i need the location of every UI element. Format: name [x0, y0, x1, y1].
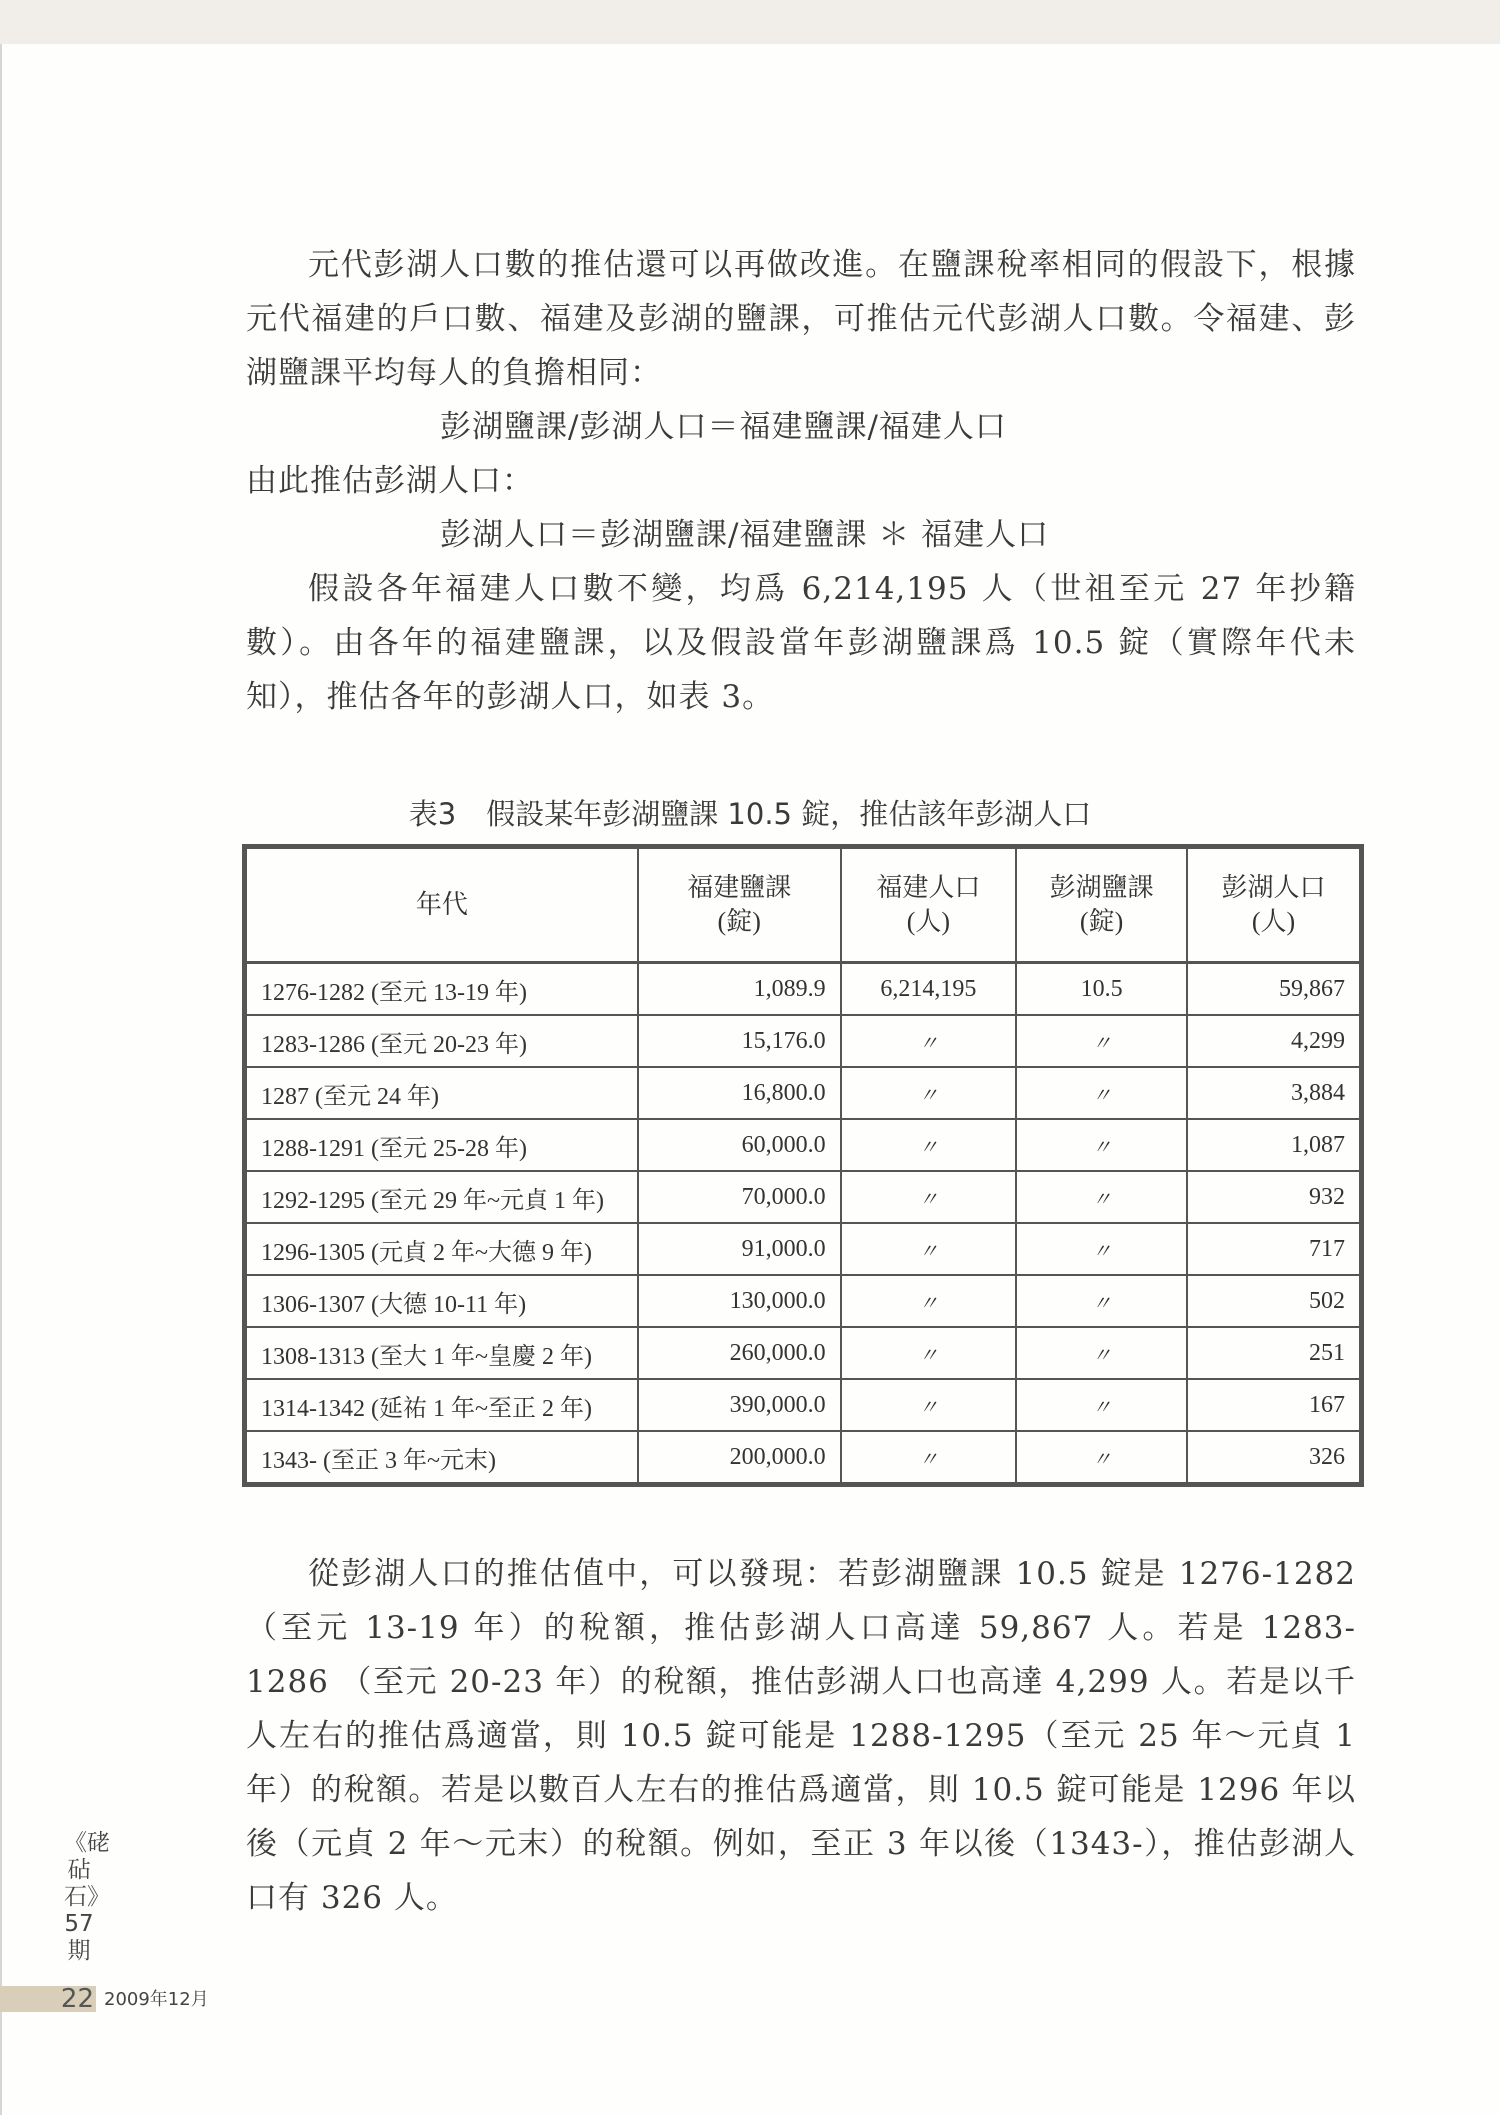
- header-fujian-pop: 福建人口 (人): [841, 847, 1016, 963]
- table-row: [245, 1015, 1362, 1067]
- table-row: [245, 1067, 1362, 1119]
- journal-title: 《硓砧石》: [64, 1830, 110, 1910]
- cell-penghu-pop: 717: [1187, 1223, 1361, 1275]
- table-row: [245, 1379, 1362, 1431]
- cell-fujian-salt: 1,089.9: [638, 963, 841, 1016]
- journal-issue: 57期: [64, 1911, 94, 1964]
- cell-penghu-pop: 1,087: [1187, 1119, 1361, 1171]
- cell-fujian-salt: 91,000.0: [638, 1223, 841, 1275]
- cell-period: 1296-1305 (元貞 2 年~大德 9 年): [245, 1223, 638, 1275]
- cell-penghu-salt: 〃: [1016, 1327, 1187, 1379]
- cell-fujian-salt: 60,000.0: [638, 1119, 841, 1171]
- formula-2: 彭湖人口＝彭湖鹽課/福建鹽課 ＊ 福建人口: [440, 517, 1050, 553]
- cell-penghu-pop: 3,884: [1187, 1067, 1361, 1119]
- cell-fujian-salt: 16,800.0: [638, 1067, 841, 1119]
- header-fujian-salt: 福建鹽課 (錠): [638, 847, 841, 963]
- conclusion-paragraph: 從彭湖人口的推估值中，可以發現：若彭湖鹽課 10.5 錠是 1276-1282（至元 13-19 年）的稅額，推估彭湖人口高達 59,867 人。若是 1283-1286 （至元 20-23 年）的稅額，推估彭湖人口也高達 4,299 人。若是以千人左右的推估爲適當，則 10.5 錠可能是 1288-1295（至元 25 年～元貞 1 年）的稅額。若是以數百人左右的推估爲適當，則 10.5 錠可能是 1296 年以後（元貞 2 年～元末）的稅額。例如，至正 3 年以後（1343-），推估彭湖人口有 326 人。: [246, 1556, 1356, 1916]
- cell-fujian-pop: 〃: [841, 1327, 1016, 1379]
- cell-period: 1276-1282 (至元 13-19 年): [245, 963, 638, 1016]
- cell-period: 1283-1286 (至元 20-23 年): [245, 1015, 638, 1067]
- scan-top-strip: [0, 0, 1500, 44]
- cell-fujian-pop: 〃: [841, 1015, 1016, 1067]
- intro-paragraph-2: 假設各年福建人口數不變，均爲 6,214,195 人（世祖至元 27 年抄籍數）。由各年的福建鹽課，以及假設當年彭湖鹽課爲 10.5 錠（實際年代未知），推估各年的彭湖人口，如表 3。: [246, 571, 1356, 715]
- cell-fujian-salt: 15,176.0: [638, 1015, 841, 1067]
- cell-fujian-salt: 70,000.0: [638, 1171, 841, 1223]
- cell-penghu-salt: 〃: [1016, 1015, 1187, 1067]
- intro-paragraph-1: 元代彭湖人口數的推估還可以再做改進。在鹽課稅率相同的假設下，根據元代福建的戶口數、福建及彭湖的鹽課，可推估元代彭湖人口數。令福建、彭湖鹽課平均每人的負擔相同：: [246, 247, 1356, 391]
- table-body: [245, 963, 1362, 1485]
- cell-period: 1306-1307 (大德 10-11 年): [245, 1275, 638, 1327]
- journal-vertical-label: [64, 1830, 110, 1965]
- cell-penghu-pop: 502: [1187, 1275, 1361, 1327]
- cell-penghu-pop: 251: [1187, 1327, 1361, 1379]
- cell-penghu-salt: 〃: [1016, 1275, 1187, 1327]
- table-caption: [0, 792, 1500, 833]
- table-row: [245, 1431, 1362, 1485]
- cell-penghu-pop: 932: [1187, 1171, 1361, 1223]
- cell-penghu-salt: 〃: [1016, 1067, 1187, 1119]
- cell-fujian-pop: 〃: [841, 1223, 1016, 1275]
- cell-penghu-pop: 59,867: [1187, 963, 1361, 1016]
- conclusion-section: [246, 1547, 1356, 1925]
- cell-penghu-salt: 〃: [1016, 1431, 1187, 1485]
- table-row: [245, 963, 1362, 1016]
- table-row: [245, 1171, 1362, 1223]
- cell-fujian-pop: 〃: [841, 1275, 1016, 1327]
- cell-penghu-pop: 4,299: [1187, 1015, 1361, 1067]
- cell-penghu-pop: 167: [1187, 1379, 1361, 1431]
- cell-fujian-pop: 〃: [841, 1379, 1016, 1431]
- cell-penghu-salt: 〃: [1016, 1171, 1187, 1223]
- table-row: [245, 1223, 1362, 1275]
- table-caption-label: 表3: [408, 797, 457, 831]
- cell-period: 1343- (至正 3 年~元末): [245, 1431, 638, 1485]
- table-caption-title: 假設某年彭湖鹽課 10.5 錠，推估該年彭湖人口: [486, 797, 1092, 831]
- cell-penghu-salt: 〃: [1016, 1379, 1187, 1431]
- cell-penghu-salt: 〃: [1016, 1223, 1187, 1275]
- table-row: [245, 1275, 1362, 1327]
- formula-1: 彭湖鹽課/彭湖人口＝福建鹽課/福建人口: [440, 409, 1007, 445]
- publication-date: 2009年12月: [104, 1989, 209, 2010]
- cell-fujian-salt: 390,000.0: [638, 1379, 841, 1431]
- table-row: [245, 1327, 1362, 1379]
- header-penghu-pop: 彭湖人口 (人): [1187, 847, 1361, 963]
- cell-fujian-pop: 〃: [841, 1067, 1016, 1119]
- cell-period: 1308-1313 (至大 1 年~皇慶 2 年): [245, 1327, 638, 1379]
- cell-fujian-pop: 〃: [841, 1171, 1016, 1223]
- cell-fujian-salt: 200,000.0: [638, 1431, 841, 1485]
- cell-fujian-pop: 6,214,195: [841, 963, 1016, 1016]
- page-edge: [0, 44, 2, 2115]
- header-penghu-salt: 彭湖鹽課 (錠): [1016, 847, 1187, 963]
- cell-penghu-pop: 326: [1187, 1431, 1361, 1485]
- cell-period: 1292-1295 (至元 29 年~元貞 1 年): [245, 1171, 638, 1223]
- cell-period: 1314-1342 (延祐 1 年~至正 2 年): [245, 1379, 638, 1431]
- intro-section: [246, 238, 1356, 724]
- cell-fujian-salt: 130,000.0: [638, 1275, 841, 1327]
- cell-period: 1288-1291 (至元 25-28 年): [245, 1119, 638, 1171]
- header-period: 年代: [245, 847, 638, 963]
- cell-penghu-salt: 〃: [1016, 1119, 1187, 1171]
- population-estimate-table: [242, 844, 1364, 1487]
- table-header-row: [245, 847, 1362, 963]
- cell-fujian-pop: 〃: [841, 1119, 1016, 1171]
- cell-fujian-salt: 260,000.0: [638, 1327, 841, 1379]
- cell-penghu-salt: 10.5: [1016, 963, 1187, 1016]
- cell-fujian-pop: 〃: [841, 1431, 1016, 1485]
- page-number: 22: [0, 1986, 96, 2012]
- cell-period: 1287 (至元 24 年): [245, 1067, 638, 1119]
- table-row: [245, 1119, 1362, 1171]
- lead-in-text: 由此推估彭湖人口：: [246, 463, 534, 499]
